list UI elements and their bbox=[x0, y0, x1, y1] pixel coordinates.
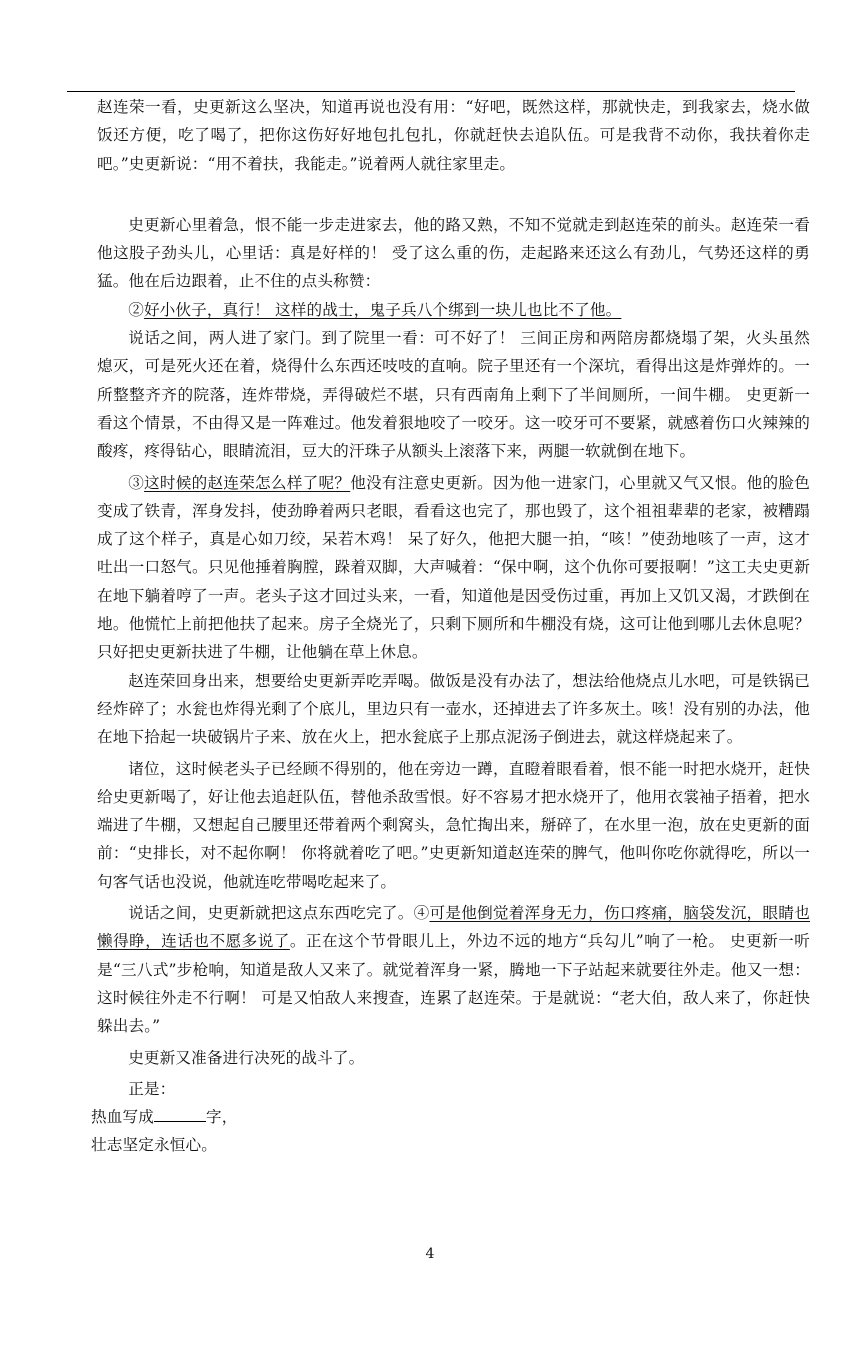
page-number: 4 bbox=[425, 1246, 435, 1262]
paragraph-2: 史更新心里着急，恨不能一步走进家去，他的路又熟，不知不觉就走到赵连荣的前头。赵连荣一看他这股子劲头儿，心里话：真是好样的！ 受了这么重的伤，走起路来还这么有劲儿，气势还这样的勇猛。他在后边跟着，止不住的点头称赞： bbox=[97, 215, 810, 291]
paragraph-4: 说话之间，两人进了家门。到了院里一看：可不好了！ 三间正房和两陪房都烧塌了架，火头虽然熄灭，可是死火还在着，烧得什么东西还吱吱的直响。院子里还有一个深坑，看得出这是炸弹炸的。一所整整齐齐的院落，连炸带烧，弄得破烂不堪，只有西南角上剩下了半间厕所，一间牛棚。 史更新一看这个情景，不由得又是一阵难过。他发着狠地咬了一咬牙。这一咬牙可不要紧，就感着伤口火辣辣的酸疼，疼得钻心，眼睛流泪，豆大的汗珠子从额头上滚落下来，两腿一软就倒在地下。 bbox=[97, 329, 810, 461]
underlined-sentence-4: 可是他倒觉着浑身无力，伤口疼痛，脑袋发沉，眼睛也懒得睁，连话也不愿多说了 bbox=[97, 904, 810, 951]
paragraph-5 bbox=[97, 469, 810, 667]
paragraph-1: 赵连荣一看，史更新这么坚决，知道再说也没有用：“好吧，既然这样，那就快走，到我家去，烧水做饭还方便，吃了喝了，把你这伤好好地包扎包扎，你就赶快去追队伍。可是我背不动你，我扶着你走吧。”史更新说：“用不着扶，我能走。”说着两人就往家里走。 bbox=[97, 98, 810, 173]
marker-3: ③ bbox=[128, 473, 145, 492]
paragraph-5-rest: 他没有注意史更新。因为他一进家门，心里就又气又恨。他的脸色变成了铁青，浑身发抖，使劲睁着两只老眼，看看这也完了，那也毁了，这个祖祖辈辈的老家，被糟蹋成了这个样子，真是心如刀绞，呆若木鸡！ 呆了好久，他把大腿一拍，“咳！”使劲地咳了一声，这才吐出一口怒气。只见他捶着胸膛，跺着双脚，大声喊着：“保中啊，这个仇你可要报啊！”这工夫史更新在地下躺着哼了一声。老头子这才回过头来，一看，知道他是因受伤过重，再加上又饥又渴，才跌倒在地。他慌忙上前把他扶了起来。房子全烧光了，只剩下厕所和牛棚没有烧，这可让他到哪儿去休息呢？ 只好把史更新扶进了牛棚，让他躺在草上休息。 bbox=[97, 473, 810, 662]
paragraph-9: 史更新又准备进行决死的战斗了。 bbox=[128, 1048, 365, 1067]
paragraph-8-lead: 说话之间，史更新就把这点东西吃完了。 bbox=[128, 904, 414, 923]
poem-line-1-start: 热血写成 bbox=[91, 1108, 154, 1127]
paragraph-6: 赵连荣回身出来，想要给史更新弄吃弄喝。做饭是没有办法了，想法给他烧点儿水吧，可是铁锅已经炸碎了；水瓮也炸得光剩了个底儿，里边只有一壶水，还掉进去了许多灰土。咳！没有别的办法，他在地下拾起一块破锅片子来、放在火上，把水瓮底子上那点泥汤子倒进去，就这样烧起来了。 bbox=[97, 671, 810, 747]
poem-line-1-end: 字， bbox=[205, 1108, 238, 1127]
marker-2: ② bbox=[128, 300, 144, 319]
fill-in-blank[interactable] bbox=[154, 1103, 206, 1122]
underlined-sentence-3: 这时候的赵连荣怎么样了呢？ bbox=[144, 473, 351, 492]
paragraph-10: 正是： bbox=[128, 1079, 176, 1098]
header-rule bbox=[67, 91, 795, 92]
article-body bbox=[91, 93, 810, 1160]
paragraph-8-rest: 。正在这个节骨眼儿上，外边不远的地方“兵勾儿”响了一枪。 史更新一听是“三八式”步枪响，知道是敌人又来了。就觉着浑身一紧，腾地一下子站起来就要往外走。他又一想：这时候往外走不行啊！ 可是又怕敌人来搜查，连累了赵连荣。于是就说：“老大伯，敌人来了，你赶快躲出去。” bbox=[97, 932, 810, 1036]
underlined-sentence-2: 好小伙子，真行！ 这样的战士，鬼子兵八个绑到一块儿也比不了他。 bbox=[143, 300, 622, 319]
paragraph-3 bbox=[97, 296, 810, 324]
poem-line-2: 壮志坚定永恒心。 bbox=[91, 1136, 217, 1155]
paragraph-7: 诸位，这时候老头子已经顾不得别的，他在旁边一蹲，直瞪着眼看着，恨不能一时把水烧开，赶快给史更新喝了，好让他去追赶队伍，替他杀敌雪恨。好不容易才把水烧开了，他用衣裳袖子捂着，把水端进了牛棚，又想起自己腰里还带着两个剩窝头，急忙掏出来，掰碎了，在水里一泡，放在史更新的面前：“史排长，对不起你啊！ 你将就着吃了吧。”史更新知道赵连荣的脾气，他叫你吃你就得吃，所以一句客气话也没说，他就连吃带喝吃起来了。 bbox=[97, 759, 810, 891]
poem-line-1 bbox=[91, 1103, 810, 1131]
marker-4: ④ bbox=[413, 904, 430, 923]
paragraph-8 bbox=[97, 899, 810, 1040]
